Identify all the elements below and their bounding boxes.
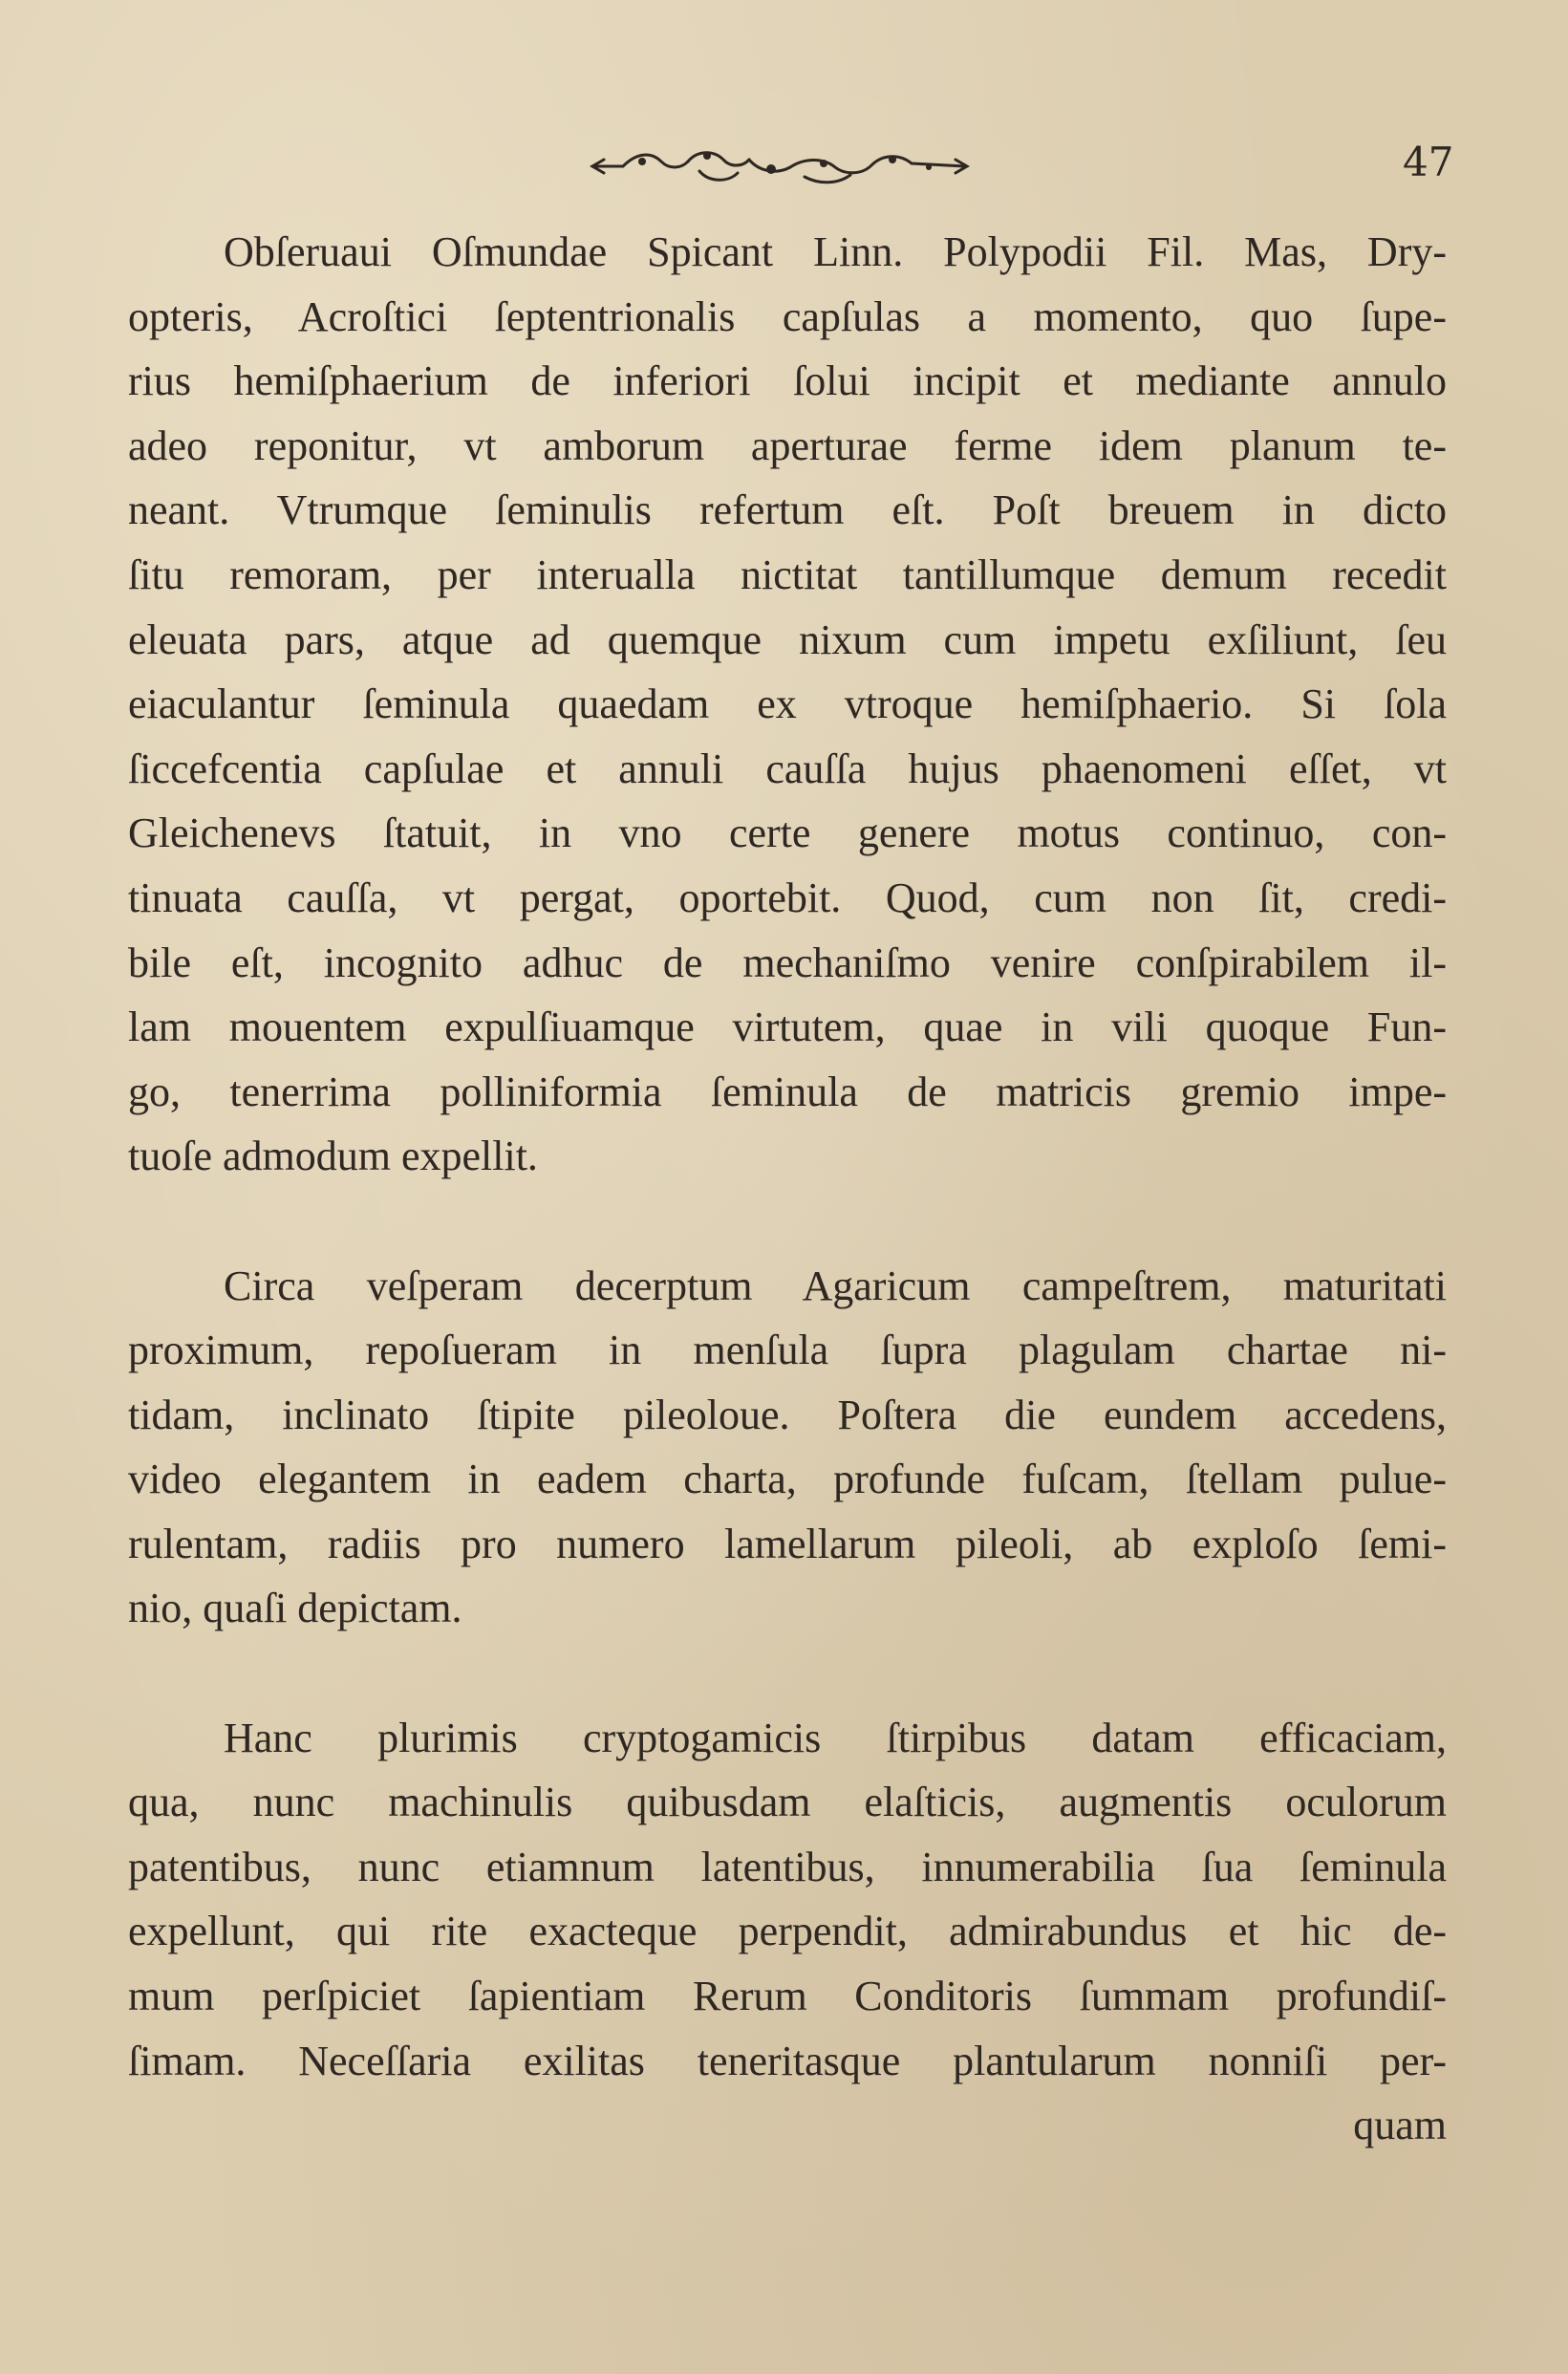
page-number: 47 xyxy=(1403,139,1454,185)
text-line: ſiccefcentia capſulae et annuli cauſſa hujus phaenomeni eſſet, vt xyxy=(128,745,1447,792)
text-line-content: Hanc plurimis cryptogamicis ſtirpibus datam efficaciam, xyxy=(224,1714,1447,1761)
text-line: go, tenerrima polliniformia ſeminula de matricis gremio impe- xyxy=(128,1068,1447,1115)
text-line: mum perſpiciet ſapientiam Rerum Conditoris ſummam profundiſ- xyxy=(128,1973,1447,2020)
text-line xyxy=(128,220,1447,285)
text-line: adeo reponitur, vt amborum aperturae ferme idem planum te- xyxy=(128,421,1447,469)
paragraph-2 xyxy=(128,1254,1447,1642)
text-line: rius hemiſphaerium de inferiori ſolui incipit et mediante annulo xyxy=(128,357,1447,405)
text-line: ſitu remoram, per interualla nictitat tantillumque demum recedit xyxy=(128,550,1447,598)
text-line: nio, quaſi depictam. xyxy=(128,1585,462,1632)
text-line xyxy=(128,1706,1447,1771)
paragraph-gap xyxy=(128,1641,1447,1706)
catchword: quam xyxy=(1353,2102,1447,2149)
text-line: proximum, repoſueram in menſula ſupra plagulam chartae ni- xyxy=(128,1327,1447,1374)
text-line: rulentam, radiis pro numero lamellarum pileoli, ab exploſo ſemi- xyxy=(128,1520,1447,1567)
paragraph-1 xyxy=(128,220,1447,1189)
text-line: opteris, Acroſtici ſeptentrionalis capſulas a momento, quo ſupe- xyxy=(128,292,1447,340)
text-line: expellunt, qui rite exacteque perpendit, admirabundus et hic de- xyxy=(128,1908,1447,1955)
text-line: tidam, inclinato ſtipite pileoloue. Poſtera die eundem accedens, xyxy=(128,1391,1447,1438)
paragraph-gap xyxy=(128,1189,1447,1254)
text-line: tuoſe admodum expellit. xyxy=(128,1133,538,1180)
text-line: eiaculantur ſeminula quaedam ex vtroque hemiſphaerio. Si ſola xyxy=(128,680,1447,728)
paragraph-3 xyxy=(128,1706,1447,2158)
text-line: video elegantem in eadem charta, profunde fuſcam, ſtellam pulue- xyxy=(128,1456,1447,1503)
text-line: Gleichenevs ſtatuit, in vno certe genere motus continuo, con- xyxy=(128,809,1447,857)
text-line: ſimam. Neceſſaria exilitas teneritasque plantularum nonniſi per- xyxy=(128,2037,1447,2084)
text-line xyxy=(128,1254,1447,1319)
text-line: neant. Vtrumque ſeminulis refertum eſt. Poſt breuem in dicto xyxy=(128,486,1447,534)
page-header xyxy=(0,129,1568,205)
text-line-content: Circa veſperam decerptum Agaricum campeſtrem, maturitati xyxy=(224,1262,1447,1309)
body-text xyxy=(128,220,1447,2158)
text-line: bile eſt, incognito adhuc de mechaniſmo venire conſpirabilem il- xyxy=(128,939,1447,986)
text-line: eleuata pars, atque ad quemque nixum cum impetu exſiliunt, ſeu xyxy=(128,615,1447,663)
text-line: tinuata cauſſa, vt pergat, oportebit. Quod, cum non ſit, credi- xyxy=(128,874,1447,921)
text-line: lam mouentem expulſiuamque virtutem, quae in vili quoque Fun- xyxy=(128,1004,1447,1051)
text-line-content: Obſeruaui Oſmundae Spicant Linn. Polypodii Fil. Mas, Dry- xyxy=(224,228,1447,275)
text-line: patentibus, nunc etiamnum latentibus, innumerabilia ſua ſeminula xyxy=(128,1843,1447,1890)
fleuron-ornament-icon xyxy=(585,142,977,190)
text-line: qua, nunc machinulis quibusdam elaſticis, augmentis oculorum xyxy=(128,1779,1447,1826)
